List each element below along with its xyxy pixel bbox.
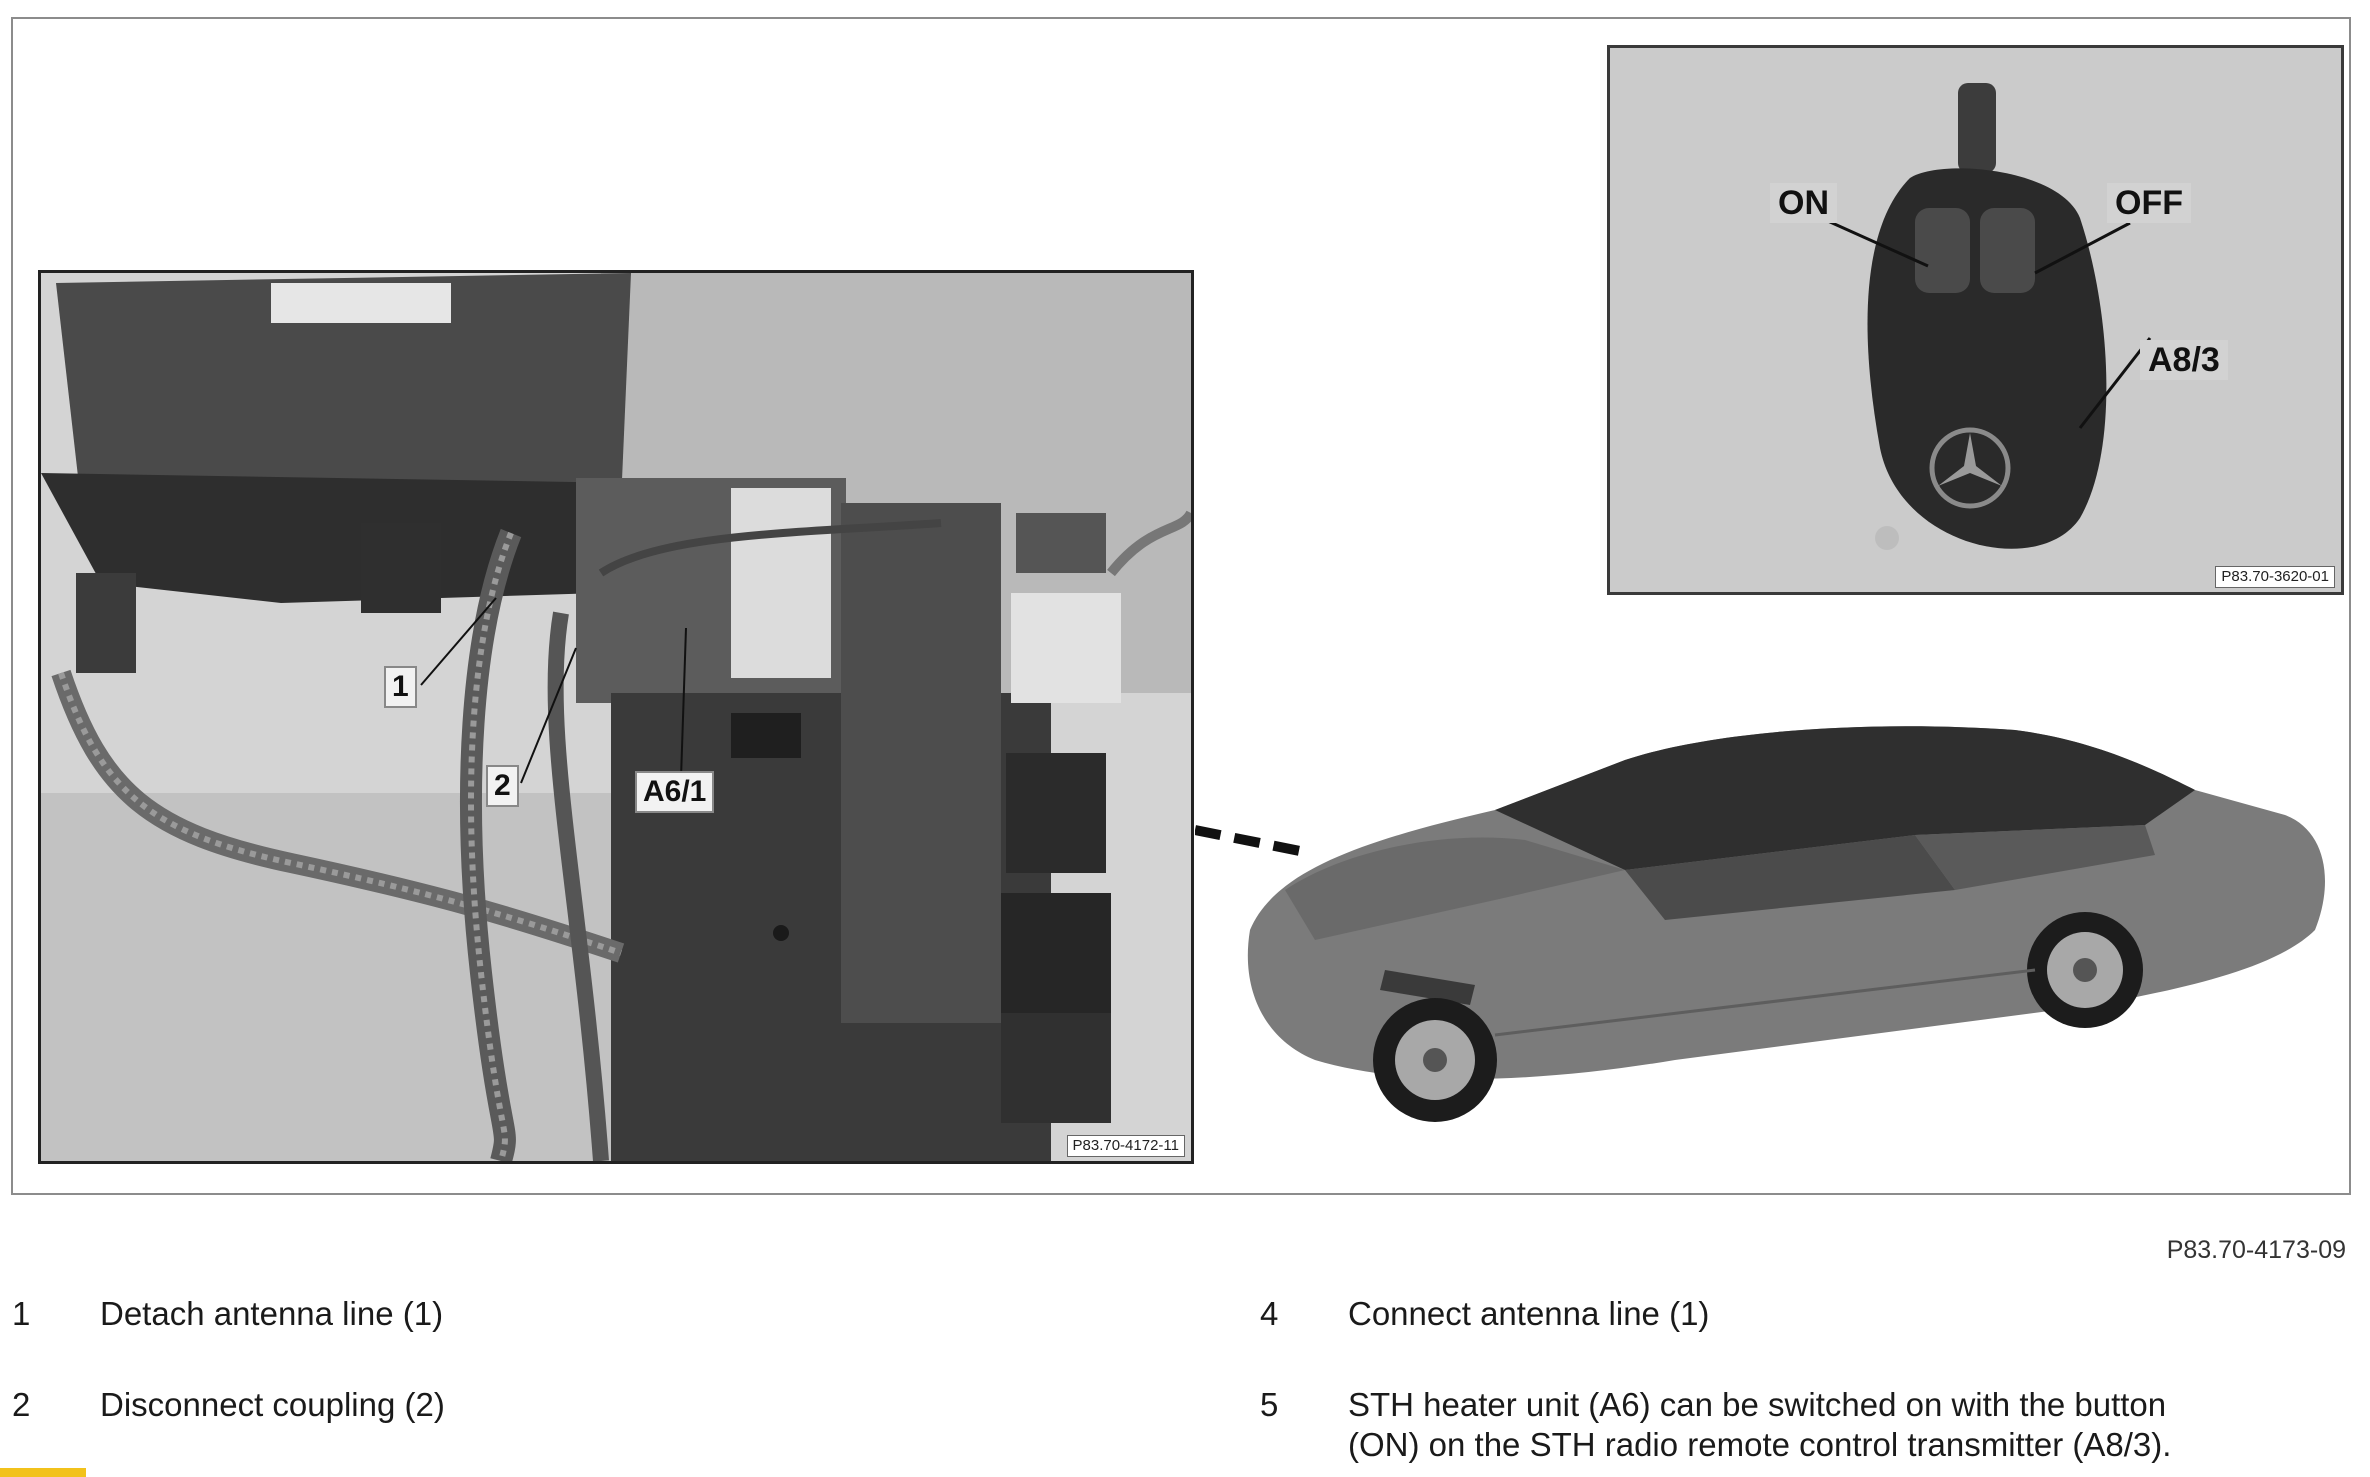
step-number: 1 [12, 1295, 31, 1332]
callout-1: 1 [384, 666, 417, 708]
callout-a8-3: A8/3 [2140, 340, 2228, 380]
callout-a6-1: A6/1 [635, 771, 714, 813]
step-2 [12, 1385, 1212, 1425]
figure-reference: P83.70-4173-09 [2166, 1236, 2346, 1264]
callout-on: ON [1770, 183, 1837, 223]
control-unit-illustration [41, 273, 1191, 1161]
step-text: Connect antenna line (1) [1348, 1295, 1710, 1332]
remote-control-photo [1607, 45, 2344, 595]
step-text: Disconnect coupling (2) [100, 1386, 445, 1423]
step-number: 4 [1260, 1295, 1279, 1332]
step-1 [12, 1294, 1212, 1334]
step-4 [1260, 1294, 2360, 1334]
callout-off: OFF [2107, 183, 2191, 223]
photo-reference-inset: P83.70-3620-01 [2215, 566, 2335, 588]
photo-reference-main: P83.70-4172-11 [1067, 1135, 1185, 1157]
step-text-line-1: STH heater unit (A6) can be switched on with the button [1348, 1386, 2167, 1423]
remote-control-illustration [1610, 48, 2341, 592]
step-number: 2 [12, 1386, 31, 1423]
car-illustration [1195, 640, 2345, 1160]
step-text: Detach antenna line (1) [100, 1295, 444, 1332]
callout-2: 2 [486, 765, 519, 807]
highlight-mark [0, 1468, 86, 1477]
step-text-line-2: (ON) on the STH radio remote control transmitter (A8/3). [1348, 1426, 2172, 1463]
step-5 [1260, 1385, 2360, 1469]
control-unit-photo [38, 270, 1194, 1164]
step-number: 5 [1260, 1386, 1279, 1423]
